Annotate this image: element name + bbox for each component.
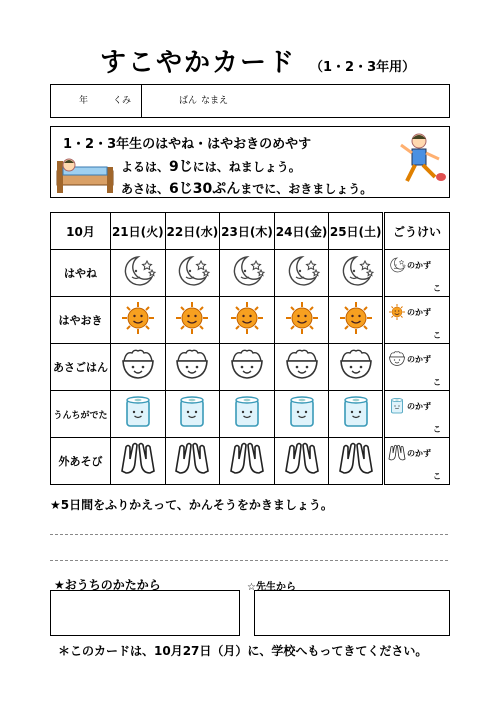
name-label: なまえ [201, 96, 229, 106]
jumping-child-icon [395, 131, 447, 193]
guideline-box [50, 126, 450, 198]
row-label-unchi: うんちがでた [51, 391, 111, 438]
sun-icon[interactable] [274, 297, 329, 344]
name-row [50, 84, 450, 118]
table-row [51, 297, 450, 344]
total-cell[interactable]: のかず こ [384, 297, 450, 344]
sun-icon[interactable] [111, 297, 166, 344]
toilet-paper-icon[interactable] [111, 391, 166, 438]
teacher-comment-label: ☆先生から [247, 582, 296, 593]
guideline-heading: 1・2・3年生のはやね・はやおきのめやす [63, 137, 312, 152]
writing-line[interactable] [50, 560, 448, 561]
family-comment-box[interactable] [50, 590, 240, 636]
table-row [51, 438, 450, 485]
number-label: ばん [179, 96, 198, 106]
sun-icon[interactable] [165, 297, 220, 344]
peace-hands-icon[interactable] [165, 438, 220, 485]
card-title: すこやかカード [100, 48, 297, 78]
submission-note: ＊このカードは、10月27日（月）に、学校へもってきてください。 [58, 644, 428, 658]
rice-bowl-icon [387, 350, 407, 368]
record-table [50, 212, 450, 485]
day-header: 23日(木) [220, 213, 275, 250]
card-subtitle: （1・2・3年用） [310, 60, 416, 75]
total-cell[interactable]: のかず こ [384, 391, 450, 438]
sleeping-child-icon [55, 153, 115, 195]
day-header: 21日(火) [111, 213, 166, 250]
rice-bowl-icon[interactable] [165, 344, 220, 391]
total-header: ごうけい [384, 213, 450, 250]
moon-icon[interactable] [165, 250, 220, 297]
row-label-hayaoki: はやおき [51, 297, 111, 344]
day-header: 24日(金) [274, 213, 329, 250]
toilet-paper-icon[interactable] [329, 391, 384, 438]
table-row [51, 344, 450, 391]
class-label: くみ [113, 96, 132, 106]
moon-icon[interactable] [220, 250, 275, 297]
toilet-paper-icon [387, 397, 407, 415]
family-comment-label: ★おうちのかたから [54, 578, 161, 592]
rice-bowl-icon[interactable] [274, 344, 329, 391]
peace-hands-icon[interactable] [274, 438, 329, 485]
bedtime-text: よるは、9じには、ねましょう。 [121, 159, 301, 175]
table-row [51, 250, 450, 297]
reflection-prompt: ★5日間をふりかえって、かんそうをかきましょう。 [50, 498, 333, 512]
sun-icon[interactable] [329, 297, 384, 344]
peace-hands-icon[interactable] [220, 438, 275, 485]
toilet-paper-icon[interactable] [165, 391, 220, 438]
moon-icon[interactable] [111, 250, 166, 297]
year-label: 年 [79, 96, 89, 106]
writing-line[interactable] [50, 534, 448, 535]
sun-icon[interactable] [220, 297, 275, 344]
toilet-paper-icon[interactable] [220, 391, 275, 438]
name-row-divider [141, 85, 142, 117]
rice-bowl-icon[interactable] [111, 344, 166, 391]
total-cell[interactable]: のかず こ [384, 344, 450, 391]
rice-bowl-icon[interactable] [220, 344, 275, 391]
wakeup-text: あさは、6じ30ぷんまでに、おきましょう。 [121, 181, 373, 197]
peace-hands-icon [387, 444, 407, 462]
row-label-asagohan: あさごはん [51, 344, 111, 391]
table-header-row [51, 213, 450, 250]
day-header: 22日(水) [165, 213, 220, 250]
moon-icon[interactable] [274, 250, 329, 297]
row-label-hayane: はやね [51, 250, 111, 297]
row-label-sotoasobi: 外あそび [51, 438, 111, 485]
moon-icon [387, 256, 407, 274]
month-cell: 10月 [51, 213, 111, 250]
moon-icon[interactable] [329, 250, 384, 297]
day-header: 25日(土) [329, 213, 384, 250]
total-cell[interactable]: のかず こ [384, 250, 450, 297]
total-cell[interactable]: のかず こ [384, 438, 450, 485]
table-row [51, 391, 450, 438]
peace-hands-icon[interactable] [329, 438, 384, 485]
teacher-comment-box[interactable] [254, 590, 450, 636]
sun-icon [387, 303, 407, 321]
rice-bowl-icon[interactable] [329, 344, 384, 391]
peace-hands-icon[interactable] [111, 438, 166, 485]
toilet-paper-icon[interactable] [274, 391, 329, 438]
